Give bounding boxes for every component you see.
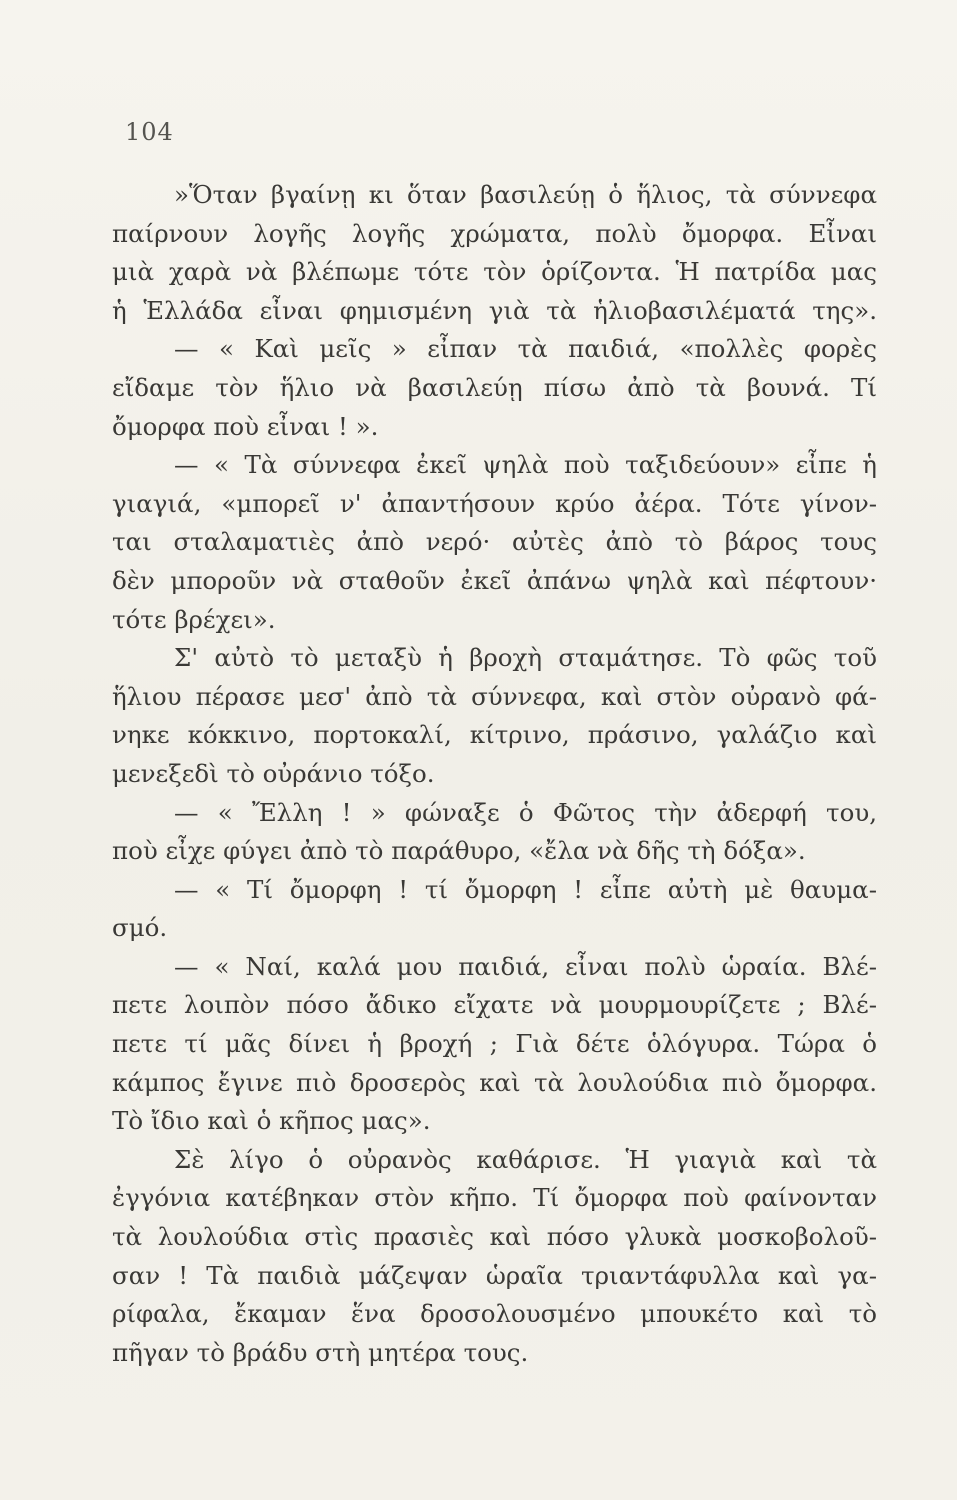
text-line: πετε τί μᾶς δίνει ἡ βροχή ; Γιὰ δέτε ὁλόγυρα. Τώρα ὁ (112, 1029, 877, 1059)
text-line: παίρνουν λογῆς λογῆς χρώματα, πολὺ ὄμορφα. Εἶναι (112, 218, 877, 248)
text-line: πετε λοιπὸν πόσο ἄδικο εἴχατε νὰ μουρμουρίζετε ; Βλέ- (112, 990, 877, 1020)
text-line: τὰ λουλούδια στὶς πρασιὲς καὶ πόσο γλυκὰ μοσκοβολοῦ- (112, 1222, 877, 1252)
text-line: Σὲ λίγο ὁ οὐρανὸς καθάρισε. Ἡ γιαγιὰ καὶ τὰ (174, 1144, 877, 1174)
text-line: — « Τὰ σύννεφα ἐκεῖ ψηλὰ ποὺ ταξιδεύουν» εἶπε ἡ (174, 450, 877, 480)
text-line: Τὸ ἴδιο καὶ ὁ κῆπος μας». (112, 1106, 431, 1136)
text-line: πῆγαν τὸ βράδυ στὴ μητέρα τους. (112, 1337, 529, 1367)
text-line: σαν ! Τὰ παιδιὰ μάζεψαν ὡραῖα τριαντάφυλλα καὶ γα- (112, 1260, 877, 1290)
text-line: ἡ Ἑλλάδα εἶναι φημισμένη γιὰ τὰ ἡλιοβασιλέματά της». (112, 295, 877, 325)
text-line: νηκε κόκκινο, πορτοκαλί, κίτρινο, πράσινο, γαλάζιο καὶ (112, 720, 877, 750)
text-line: σμό. (112, 913, 168, 943)
text-line: — « Καὶ μεῖς » εἶπαν τὰ παιδιά, «πολλὲς φορὲς (174, 334, 877, 364)
text-line: ἥλιου πέρασε μεσ' ἀπὸ τὰ σύννεφα, καὶ στὸν οὐρανὸ φά- (112, 681, 877, 711)
text-line: »Ὅταν βγαίνῃ κι ὅταν βασιλεύῃ ὁ ἥλιος, τὰ σύννεφα (174, 180, 877, 209)
text-line: τότε βρέχει». (112, 604, 276, 634)
text-line: — « Τί ὄμορφη ! τί ὄμορφη ! εἶπε αὐτὴ μὲ θαυμα- (174, 874, 877, 904)
text-line: — « Ναί, καλά μου παιδιά, εἶναι πολὺ ὡραία. Βλέ- (174, 951, 877, 981)
text-line: ὄμορφα ποὺ εἶναι ! ». (112, 411, 379, 441)
text-line: δὲν μποροῦν νὰ σταθοῦν ἐκεῖ ἀπάνω ψηλὰ καὶ πέφτουν· (112, 565, 877, 595)
page-number: 104 (125, 118, 174, 146)
text-line: μιὰ χαρὰ νὰ βλέπωμε τότε τὸν ὁρίζοντα. Ἡ πατρίδα μας (112, 257, 877, 287)
text-line: εἴδαμε τὸν ἥλιο νὰ βασιλεύῃ πίσω ἀπὸ τὰ βουνά. Τί (112, 372, 877, 402)
text-line: κάμπος ἔγινε πιὸ δροσερὸς καὶ τὰ λουλούδια πιὸ ὄμορφα. (112, 1067, 877, 1097)
text-line: ται σταλαματιὲς ἀπὸ νερό· αὐτὲς ἀπὸ τὸ βάρος τους (112, 527, 877, 557)
body-text (112, 176, 877, 1372)
text-line: Σ' αὐτὸ τὸ μεταξὺ ἡ βροχὴ σταμάτησε. Τὸ φῶς τοῦ (174, 643, 877, 673)
text-line: γιαγιά, «μπορεῖ ν' ἀπαντήσουν κρύο ἀέρα. Τότε γίνον- (112, 488, 877, 518)
text-line: ποὺ εἶχε φύγει ἀπὸ τὸ παράθυρο, «ἔλα νὰ δῆς τὴ δόξα». (112, 836, 806, 866)
text-line: μενεξεδὶ τὸ οὐράνιο τόξο. (112, 758, 435, 788)
text-line: ρίφαλα, ἔκαμαν ἕνα δροσολουσμένο μπουκέτο καὶ τὸ (112, 1299, 877, 1329)
text-line: ἐγγόνια κατέβηκαν στὸν κῆπο. Τί ὄμορφα ποὺ φαίνονταν (112, 1183, 877, 1213)
text-line: — « Ἔλλη ! » φώναξε ὁ Φῶτος τὴν ἀδερφή του, (174, 797, 877, 827)
